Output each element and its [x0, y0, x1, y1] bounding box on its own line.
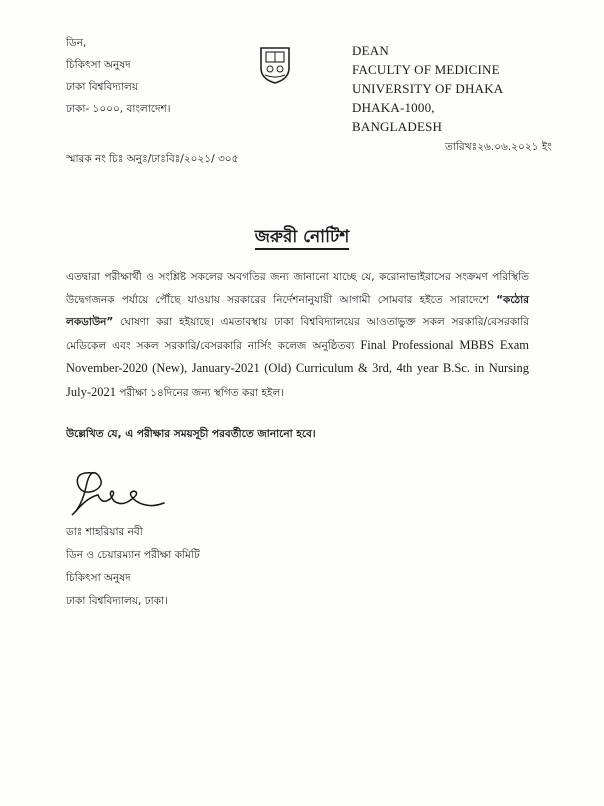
address-line: চিকিৎসা অনুষদ [66, 59, 131, 71]
signatory-designation: ডিন ও চেয়ারম্যান পরীক্ষা কমিটি [66, 549, 200, 561]
address-line: FACULTY OF MEDICINE [352, 62, 500, 77]
sender-address-bangla [66, 32, 170, 120]
signatory-block [66, 521, 200, 613]
address-line: ঢাকা- ১০০০, বাংলাদেশ। [66, 103, 171, 115]
body-text-part: পরীক্ষা ১৪দিনের জন্য স্থগিত করা হইল। [119, 386, 285, 399]
handwritten-signature-icon [64, 465, 184, 525]
signatory-university: ঢাকা বিশ্ববিদ্যালয়, ঢাকা। [66, 595, 168, 607]
lockdown-emphasis: “কঠোর লকডাউন” [66, 293, 529, 328]
address-line: ডিন, [66, 37, 87, 49]
address-line: DEAN [352, 43, 389, 58]
signatory-faculty: চিকিৎসা অনুষদ [66, 572, 131, 584]
address-line: ঢাকা বিশ্ববিদ্যালয় [66, 81, 139, 93]
schedule-note: উল্লেখিত যে, এ পরীক্ষার সময়সূচী পরবর্তীতে জানানো হবে। [66, 428, 316, 440]
address-line: DHAKA-1000, [352, 100, 435, 115]
body-text-part: এতদ্বারা পরীক্ষার্থী ও সংশ্লিষ্ট সকলের অবগতির জন্য জানানো যাচ্ছে যে, করোনাভাইরাসের সংক্রমণ পরিস্থিতি উদ্বেগজনক পর্যায়ে পৌঁছে যাওয়ায় সরকারের নির্দেশনানুযায়ী আগামী সোমবার হইতে সারাদেশে [66, 271, 529, 306]
exam-names: Final Professional MBBS Exam November-2020 (New), January-2021 (Old) Curriculum & 3rd, 4th year B.Sc. in Nursing July-2021 [66, 337, 529, 399]
notice-date: তারিখঃ২৬.০৬.২০২১ ইং [445, 141, 552, 153]
university-crest-icon [258, 44, 292, 84]
signatory-name: ডাঃ শাহরিয়ার নবী [66, 526, 143, 538]
memo-number: স্মারক নং চিঃ অনুঃ/ঢাঃবিঃ/২০২১/ ৩০৫ [66, 153, 239, 165]
address-line: UNIVERSITY OF DHAKA [352, 81, 504, 96]
notice-body [66, 266, 529, 404]
notice-title-text: জরুরী নোটিশ [255, 227, 350, 250]
notice-title [0, 224, 604, 252]
body-text-part: ঘোষণা করা হইয়াছে। এমতাবস্থায় ঢাকা বিশ্ববিদ্যালয়ের আওতাভুক্ত সকল সরকারি/বেসরকারি মেডিকেল এবং সকল সরকারি/বেসরকারি নার্সিং কলেজ অনুষ্ঠিতব্য [66, 316, 529, 352]
address-line: BANGLADESH [352, 119, 443, 134]
sender-address-english [352, 41, 503, 136]
